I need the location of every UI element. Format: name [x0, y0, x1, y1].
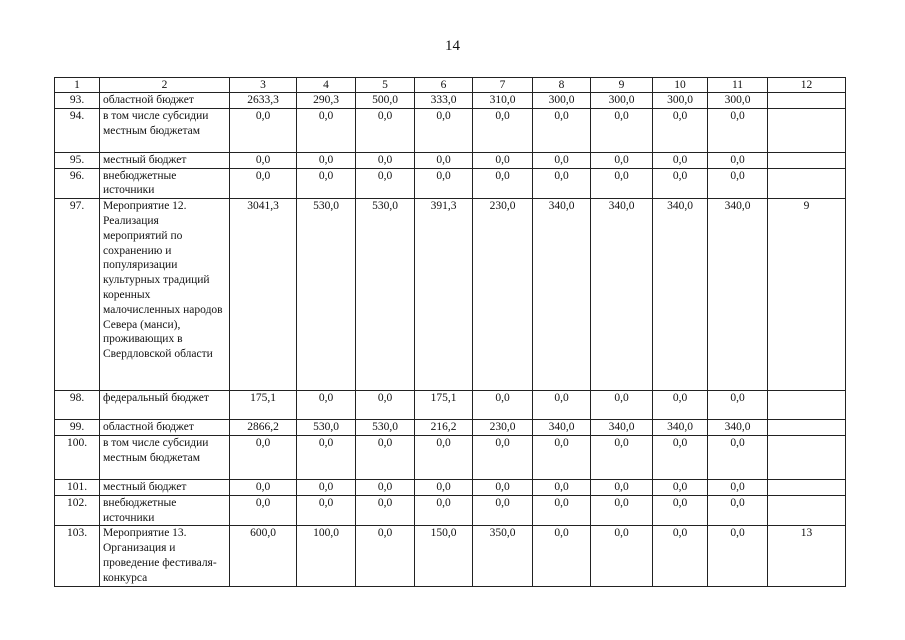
- cell-value: 530,0: [356, 420, 415, 436]
- table-row: [55, 152, 846, 168]
- cell-value: 530,0: [297, 199, 356, 391]
- column-header: 5: [356, 78, 415, 93]
- row-number: 93.: [55, 93, 100, 109]
- cell-value: 340,0: [708, 420, 768, 436]
- cell-value: 0,0: [653, 391, 708, 420]
- cell-value: 0,0: [653, 108, 708, 152]
- cell-value: 0,0: [708, 495, 768, 526]
- cell-value: 0,0: [356, 108, 415, 152]
- row-name: федеральный бюджет: [100, 391, 230, 420]
- row-name: областной бюджет: [100, 420, 230, 436]
- table-row: [55, 495, 846, 526]
- cell-value: 300,0: [533, 93, 591, 109]
- cell-value: 0,0: [297, 495, 356, 526]
- cell-value: 2633,3: [230, 93, 297, 109]
- cell-value: 0,0: [356, 168, 415, 199]
- cell-value: 0,0: [653, 435, 708, 479]
- cell-value: 0,0: [230, 108, 297, 152]
- row-name: в том числе субсидии местным бюджетам: [100, 435, 230, 479]
- cell-value: 0,0: [708, 526, 768, 586]
- cell-value: 310,0: [473, 93, 533, 109]
- row-number: 102.: [55, 495, 100, 526]
- column-header: 10: [653, 78, 708, 93]
- cell-value: 340,0: [591, 420, 653, 436]
- cell-value: 0,0: [415, 168, 473, 199]
- cell-value: 0,0: [708, 168, 768, 199]
- cell-value: 340,0: [653, 199, 708, 391]
- cell-value: 0,0: [297, 152, 356, 168]
- cell-value: 0,0: [591, 435, 653, 479]
- cell-value: 0,0: [533, 108, 591, 152]
- cell-value: 600,0: [230, 526, 297, 586]
- cell-value: 0,0: [591, 495, 653, 526]
- target-indicator-ref: [768, 435, 846, 479]
- column-header: 3: [230, 78, 297, 93]
- cell-value: 0,0: [708, 391, 768, 420]
- budget-table: [54, 77, 846, 587]
- cell-value: 0,0: [297, 391, 356, 420]
- cell-value: 0,0: [473, 108, 533, 152]
- cell-value: 300,0: [708, 93, 768, 109]
- cell-value: 0,0: [533, 479, 591, 495]
- target-indicator-ref: [768, 108, 846, 152]
- target-indicator-ref: [768, 495, 846, 526]
- cell-value: 300,0: [591, 93, 653, 109]
- column-header: 2: [100, 78, 230, 93]
- cell-value: 0,0: [473, 168, 533, 199]
- cell-value: 0,0: [473, 495, 533, 526]
- cell-value: 0,0: [415, 479, 473, 495]
- cell-value: 0,0: [356, 479, 415, 495]
- cell-value: 0,0: [653, 495, 708, 526]
- row-number: 100.: [55, 435, 100, 479]
- cell-value: 0,0: [473, 152, 533, 168]
- cell-value: 530,0: [356, 199, 415, 391]
- table-row: [55, 93, 846, 109]
- target-indicator-ref: [768, 168, 846, 199]
- cell-value: 0,0: [473, 479, 533, 495]
- cell-value: 230,0: [473, 199, 533, 391]
- cell-value: 230,0: [473, 420, 533, 436]
- cell-value: 0,0: [533, 526, 591, 586]
- cell-value: 0,0: [230, 479, 297, 495]
- row-name: в том числе субсидии местным бюджетам: [100, 108, 230, 152]
- table-row: [55, 526, 846, 586]
- target-indicator-ref: [768, 420, 846, 436]
- target-indicator-ref: [768, 391, 846, 420]
- target-indicator-ref: 9: [768, 199, 846, 391]
- cell-value: 0,0: [533, 168, 591, 199]
- table-row: [55, 391, 846, 420]
- cell-value: 530,0: [297, 420, 356, 436]
- cell-value: 391,3: [415, 199, 473, 391]
- column-header: 9: [591, 78, 653, 93]
- header-row: [55, 78, 846, 93]
- table-row: [55, 108, 846, 152]
- column-header: 4: [297, 78, 356, 93]
- cell-value: 333,0: [415, 93, 473, 109]
- cell-value: 0,0: [708, 479, 768, 495]
- column-header: 12: [768, 78, 846, 93]
- cell-value: 0,0: [533, 495, 591, 526]
- cell-value: 0,0: [415, 152, 473, 168]
- table-row: [55, 168, 846, 199]
- column-header: 1: [55, 78, 100, 93]
- cell-value: 0,0: [230, 152, 297, 168]
- row-number: 97.: [55, 199, 100, 391]
- row-number: 101.: [55, 479, 100, 495]
- cell-value: 0,0: [653, 152, 708, 168]
- cell-value: 340,0: [708, 199, 768, 391]
- row-name: Мероприятие 12. Реализация мероприятий по сохранению и популяризации культурных традиций коренных малочисленных народов Севера (манси), проживающих в Свердловской области: [100, 199, 230, 391]
- cell-value: 0,0: [297, 479, 356, 495]
- cell-value: 0,0: [708, 152, 768, 168]
- cell-value: 0,0: [415, 108, 473, 152]
- cell-value: 300,0: [653, 93, 708, 109]
- row-number: 96.: [55, 168, 100, 199]
- cell-value: 350,0: [473, 526, 533, 586]
- cell-value: 0,0: [653, 168, 708, 199]
- cell-value: 0,0: [533, 152, 591, 168]
- column-header: 8: [533, 78, 591, 93]
- cell-value: 150,0: [415, 526, 473, 586]
- column-header: 6: [415, 78, 473, 93]
- cell-value: 0,0: [533, 391, 591, 420]
- cell-value: 0,0: [653, 479, 708, 495]
- row-number: 99.: [55, 420, 100, 436]
- table-row: [55, 435, 846, 479]
- table-row: [55, 420, 846, 436]
- row-name: местный бюджет: [100, 152, 230, 168]
- cell-value: 216,2: [415, 420, 473, 436]
- cell-value: 0,0: [591, 152, 653, 168]
- row-name: внебюджетные источники: [100, 168, 230, 199]
- cell-value: 2866,2: [230, 420, 297, 436]
- cell-value: 0,0: [708, 435, 768, 479]
- row-number: 103.: [55, 526, 100, 586]
- row-number: 95.: [55, 152, 100, 168]
- cell-value: 0,0: [591, 108, 653, 152]
- target-indicator-ref: [768, 479, 846, 495]
- cell-value: 0,0: [591, 479, 653, 495]
- cell-value: 0,0: [356, 495, 415, 526]
- cell-value: 340,0: [653, 420, 708, 436]
- cell-value: 3041,3: [230, 199, 297, 391]
- target-indicator-ref: [768, 93, 846, 109]
- cell-value: 0,0: [591, 391, 653, 420]
- cell-value: 0,0: [356, 152, 415, 168]
- cell-value: 0,0: [473, 435, 533, 479]
- row-name: областной бюджет: [100, 93, 230, 109]
- cell-value: 0,0: [653, 526, 708, 586]
- column-header: 7: [473, 78, 533, 93]
- target-indicator-ref: [768, 152, 846, 168]
- cell-value: 340,0: [533, 199, 591, 391]
- target-indicator-ref: 13: [768, 526, 846, 586]
- cell-value: 0,0: [356, 391, 415, 420]
- cell-value: 0,0: [297, 108, 356, 152]
- row-number: 98.: [55, 391, 100, 420]
- row-name: Мероприятие 13. Организация и проведение фестиваля-конкурса: [100, 526, 230, 586]
- cell-value: 0,0: [230, 435, 297, 479]
- cell-value: 0,0: [230, 168, 297, 199]
- cell-value: 0,0: [415, 495, 473, 526]
- cell-value: 100,0: [297, 526, 356, 586]
- cell-value: 290,3: [297, 93, 356, 109]
- cell-value: 0,0: [230, 495, 297, 526]
- cell-value: 0,0: [356, 526, 415, 586]
- cell-value: 0,0: [415, 435, 473, 479]
- row-name: местный бюджет: [100, 479, 230, 495]
- cell-value: 500,0: [356, 93, 415, 109]
- cell-value: 340,0: [533, 420, 591, 436]
- table-row: [55, 479, 846, 495]
- cell-value: 0,0: [708, 108, 768, 152]
- cell-value: 0,0: [297, 168, 356, 199]
- cell-value: 175,1: [230, 391, 297, 420]
- cell-value: 0,0: [356, 435, 415, 479]
- row-name: внебюджетные источники: [100, 495, 230, 526]
- cell-value: 0,0: [533, 435, 591, 479]
- row-number: 94.: [55, 108, 100, 152]
- table-row: [55, 199, 846, 391]
- column-header: 11: [708, 78, 768, 93]
- cell-value: 175,1: [415, 391, 473, 420]
- cell-value: 0,0: [297, 435, 356, 479]
- cell-value: 0,0: [591, 168, 653, 199]
- page-number: 14: [445, 38, 460, 54]
- cell-value: 340,0: [591, 199, 653, 391]
- cell-value: 0,0: [591, 526, 653, 586]
- cell-value: 0,0: [473, 391, 533, 420]
